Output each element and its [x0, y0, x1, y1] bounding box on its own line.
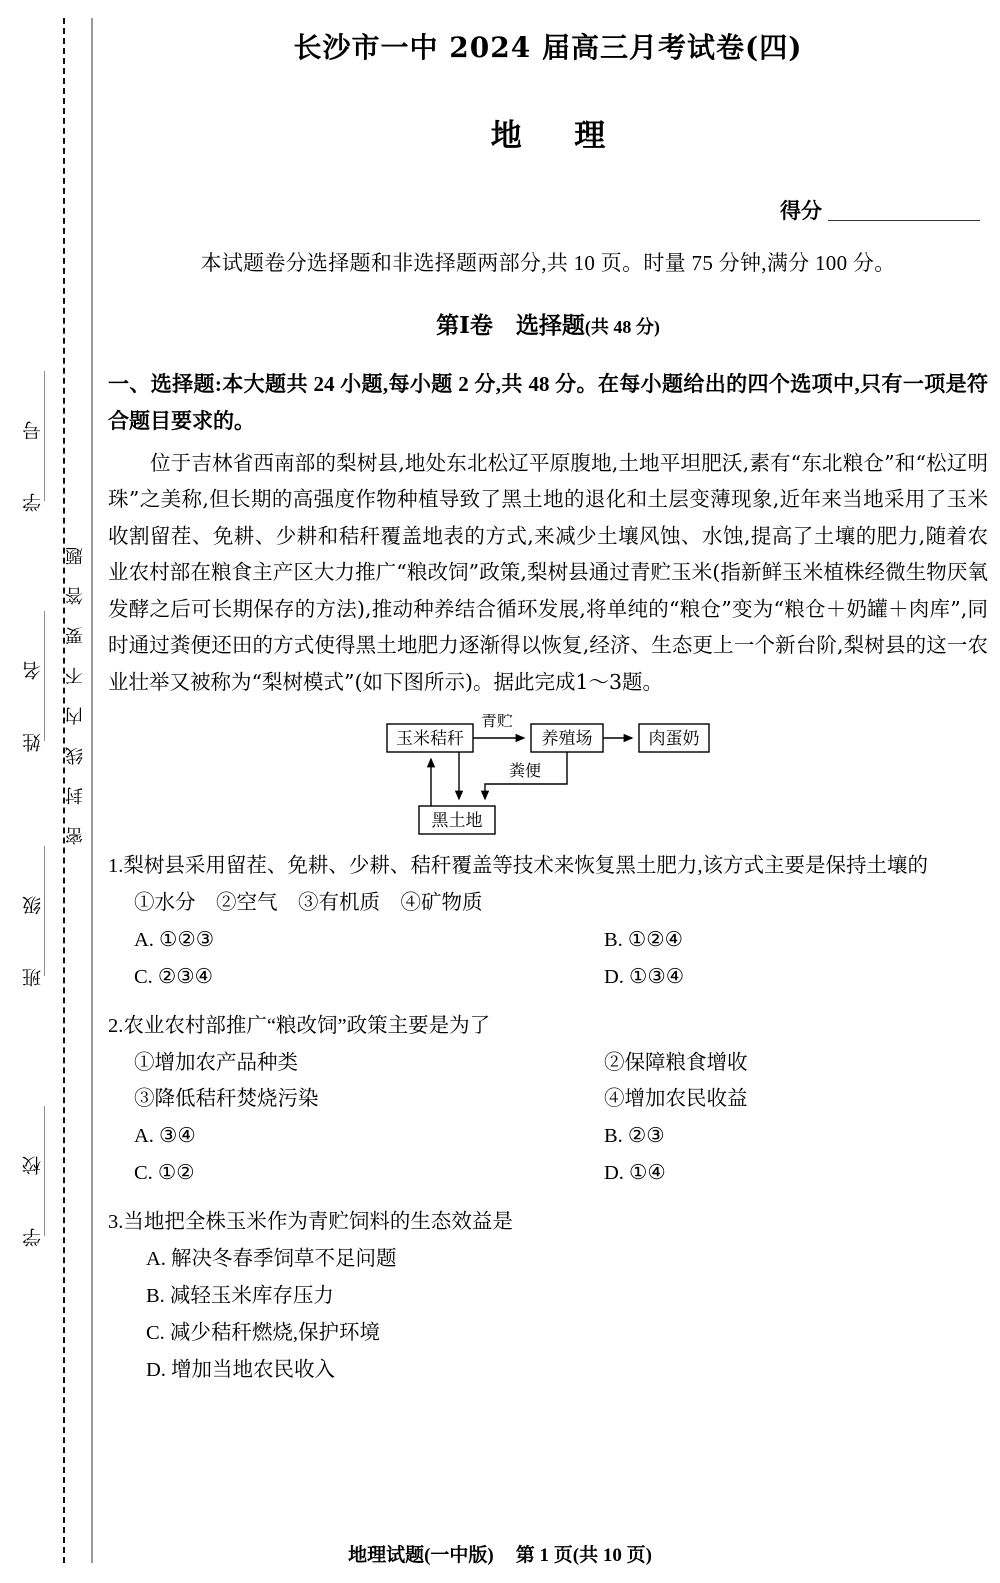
question-3-option-d[interactable]: D. 增加当地农民收入 — [146, 1358, 336, 1381]
reading-passage: 位于吉林省西南部的梨树县,地处东北松辽平原腹地,土地平坦肥沃,素有“东北粮仓”和“松辽明珠”之美称,但长期的高强度作物种植导致了黑土地的退化和土层变薄现象,近年来当地采用了玉米收割留茬、免耕、少耕和秸秆覆盖地表的方式,来减少土壤风蚀、水蚀,提高了土壤的肥力,随着农业农村部在粮食主产区大力推广“粮改饲”政策,梨树县通过青贮玉米(指新鲜玉米植株经微生物厌氧发酵之后可长期保存的方法),推动种养结合循环发展,将单纯的“粮仓”变为“粮仓＋奶罐＋肉库”,同时通过粪便还田的方式使得黑土地肥力逐渐得以恢复,经济、生态更上一个新台阶,梨树县的这一农业壮举又被称为“梨树模式”(如下图所示)。据此完成1～3题。 — [108, 450, 988, 694]
seal-field-rule[interactable] — [44, 1106, 45, 1236]
flow-diagram — [108, 714, 988, 836]
section-heading-points: (共 48 分) — [584, 317, 660, 337]
question-1-subitems: ①水分 ②空气 ③有机质 ④矿物质 — [134, 892, 483, 915]
page-footer — [0, 1540, 1000, 1567]
question-1-text: 梨树县采用留茬、免耕、少耕、秸秆覆盖等技术来恢复黑土肥力,该方式主要是保持土壤的 — [123, 855, 928, 878]
seal-solid-line — [91, 18, 93, 1563]
multiple-choice-instruction: 一、选择题:本大题共 24 小题,每小题 2 分,共 48 分。在每小题给出的四个选项中,只有一项是符合题目要求的。 — [108, 372, 988, 434]
seal-field-label: 学 号 — [23, 405, 44, 512]
question-1-option-b[interactable]: B. ①②④ — [604, 928, 684, 951]
section-heading-main: 第Ⅰ卷 选择题 — [436, 313, 585, 338]
exam-meta-text: 本试题卷分选择题和非选择题两部分,共 10 页。时量 75 分钟,满分 100 分。 — [200, 251, 896, 275]
question-3-text: 当地把全株玉米作为青贮饲料的生态效益是 — [123, 1211, 513, 1234]
seal-field-label: 姓 名 — [23, 645, 44, 752]
question-3-option-a[interactable]: A. 解决冬春季饲草不足问题 — [146, 1248, 397, 1271]
question-1 — [108, 848, 988, 996]
diagram-node-farm-label: 养殖场 — [541, 729, 593, 749]
question-1-options — [108, 922, 988, 996]
footer-page-info: 第 1 页(共 10 页) — [515, 1545, 652, 1566]
question-3-stem — [108, 1204, 988, 1241]
section-heading — [108, 307, 988, 340]
diagram-node-soil-label: 黑土地 — [431, 811, 483, 831]
question-1-number: 1. — [108, 855, 124, 878]
question-3-option-b[interactable]: B. 减轻玉米库存压力 — [146, 1284, 334, 1307]
question-1-option-c[interactable]: C. ②③④ — [134, 965, 214, 988]
question-2-number: 2. — [108, 1014, 124, 1037]
footer-doc-name: 地理试题(一中版) — [348, 1545, 494, 1566]
score-row — [108, 195, 988, 225]
question-2-option-c[interactable]: C. ①② — [134, 1162, 195, 1185]
question-2-option-b[interactable]: B. ②③ — [604, 1125, 665, 1148]
seal-field-label: 班 级 — [23, 880, 44, 987]
page-title: 长沙市一中 2024 届高三月考试卷(四) — [293, 31, 803, 64]
question-2-text: 农业农村部推广“粮改饲”政策主要是为了 — [123, 1014, 491, 1037]
question-1-option-a[interactable]: A. ①②③ — [134, 928, 215, 951]
diagram-node-product-label: 肉蛋奶 — [648, 729, 700, 749]
page-body — [108, 0, 988, 1583]
diagram-edge-silage-label: 青贮 — [480, 714, 514, 731]
seal-field-rule[interactable] — [44, 846, 45, 976]
diagram-edge-manure-label: 粪便 — [508, 763, 542, 781]
subject-title: 地 理 — [490, 118, 628, 153]
question-1-option-d[interactable]: D. ①③④ — [604, 965, 685, 988]
score-label: 得分 — [780, 200, 822, 223]
flow-diagram-svg — [383, 714, 713, 836]
question-2-subitem-4: ④增加农民收益 — [604, 1088, 748, 1111]
score-blank-field[interactable] — [828, 220, 980, 221]
question-2-subitem-2: ②保障粮食增收 — [604, 1051, 748, 1074]
question-2-subitem-1: ①增加农产品种类 — [134, 1051, 298, 1074]
seal-field-rule[interactable] — [44, 371, 45, 501]
question-2-subitem-3: ③降低秸秆焚烧污染 — [134, 1088, 319, 1111]
question-3-options — [108, 1241, 988, 1389]
seal-warning-text: 密封线内不要答题 — [65, 525, 85, 845]
question-2-stem — [108, 1008, 988, 1045]
question-2-options — [108, 1118, 988, 1192]
diagram-node-stalk-label: 玉米秸秆 — [396, 729, 464, 749]
question-1-stem — [108, 848, 988, 885]
seal-field-rule[interactable] — [44, 611, 45, 741]
question-2 — [108, 1008, 988, 1192]
question-3-option-c[interactable]: C. 减少秸秆燃烧,保护环境 — [146, 1321, 381, 1344]
question-2-option-a[interactable]: A. ③④ — [134, 1125, 196, 1148]
question-3-number: 3. — [108, 1211, 124, 1234]
question-2-subitems — [108, 1045, 988, 1119]
question-3 — [108, 1204, 988, 1388]
question-2-option-d[interactable]: D. ①④ — [604, 1162, 666, 1185]
seal-field-label: 学 校 — [23, 1140, 44, 1247]
